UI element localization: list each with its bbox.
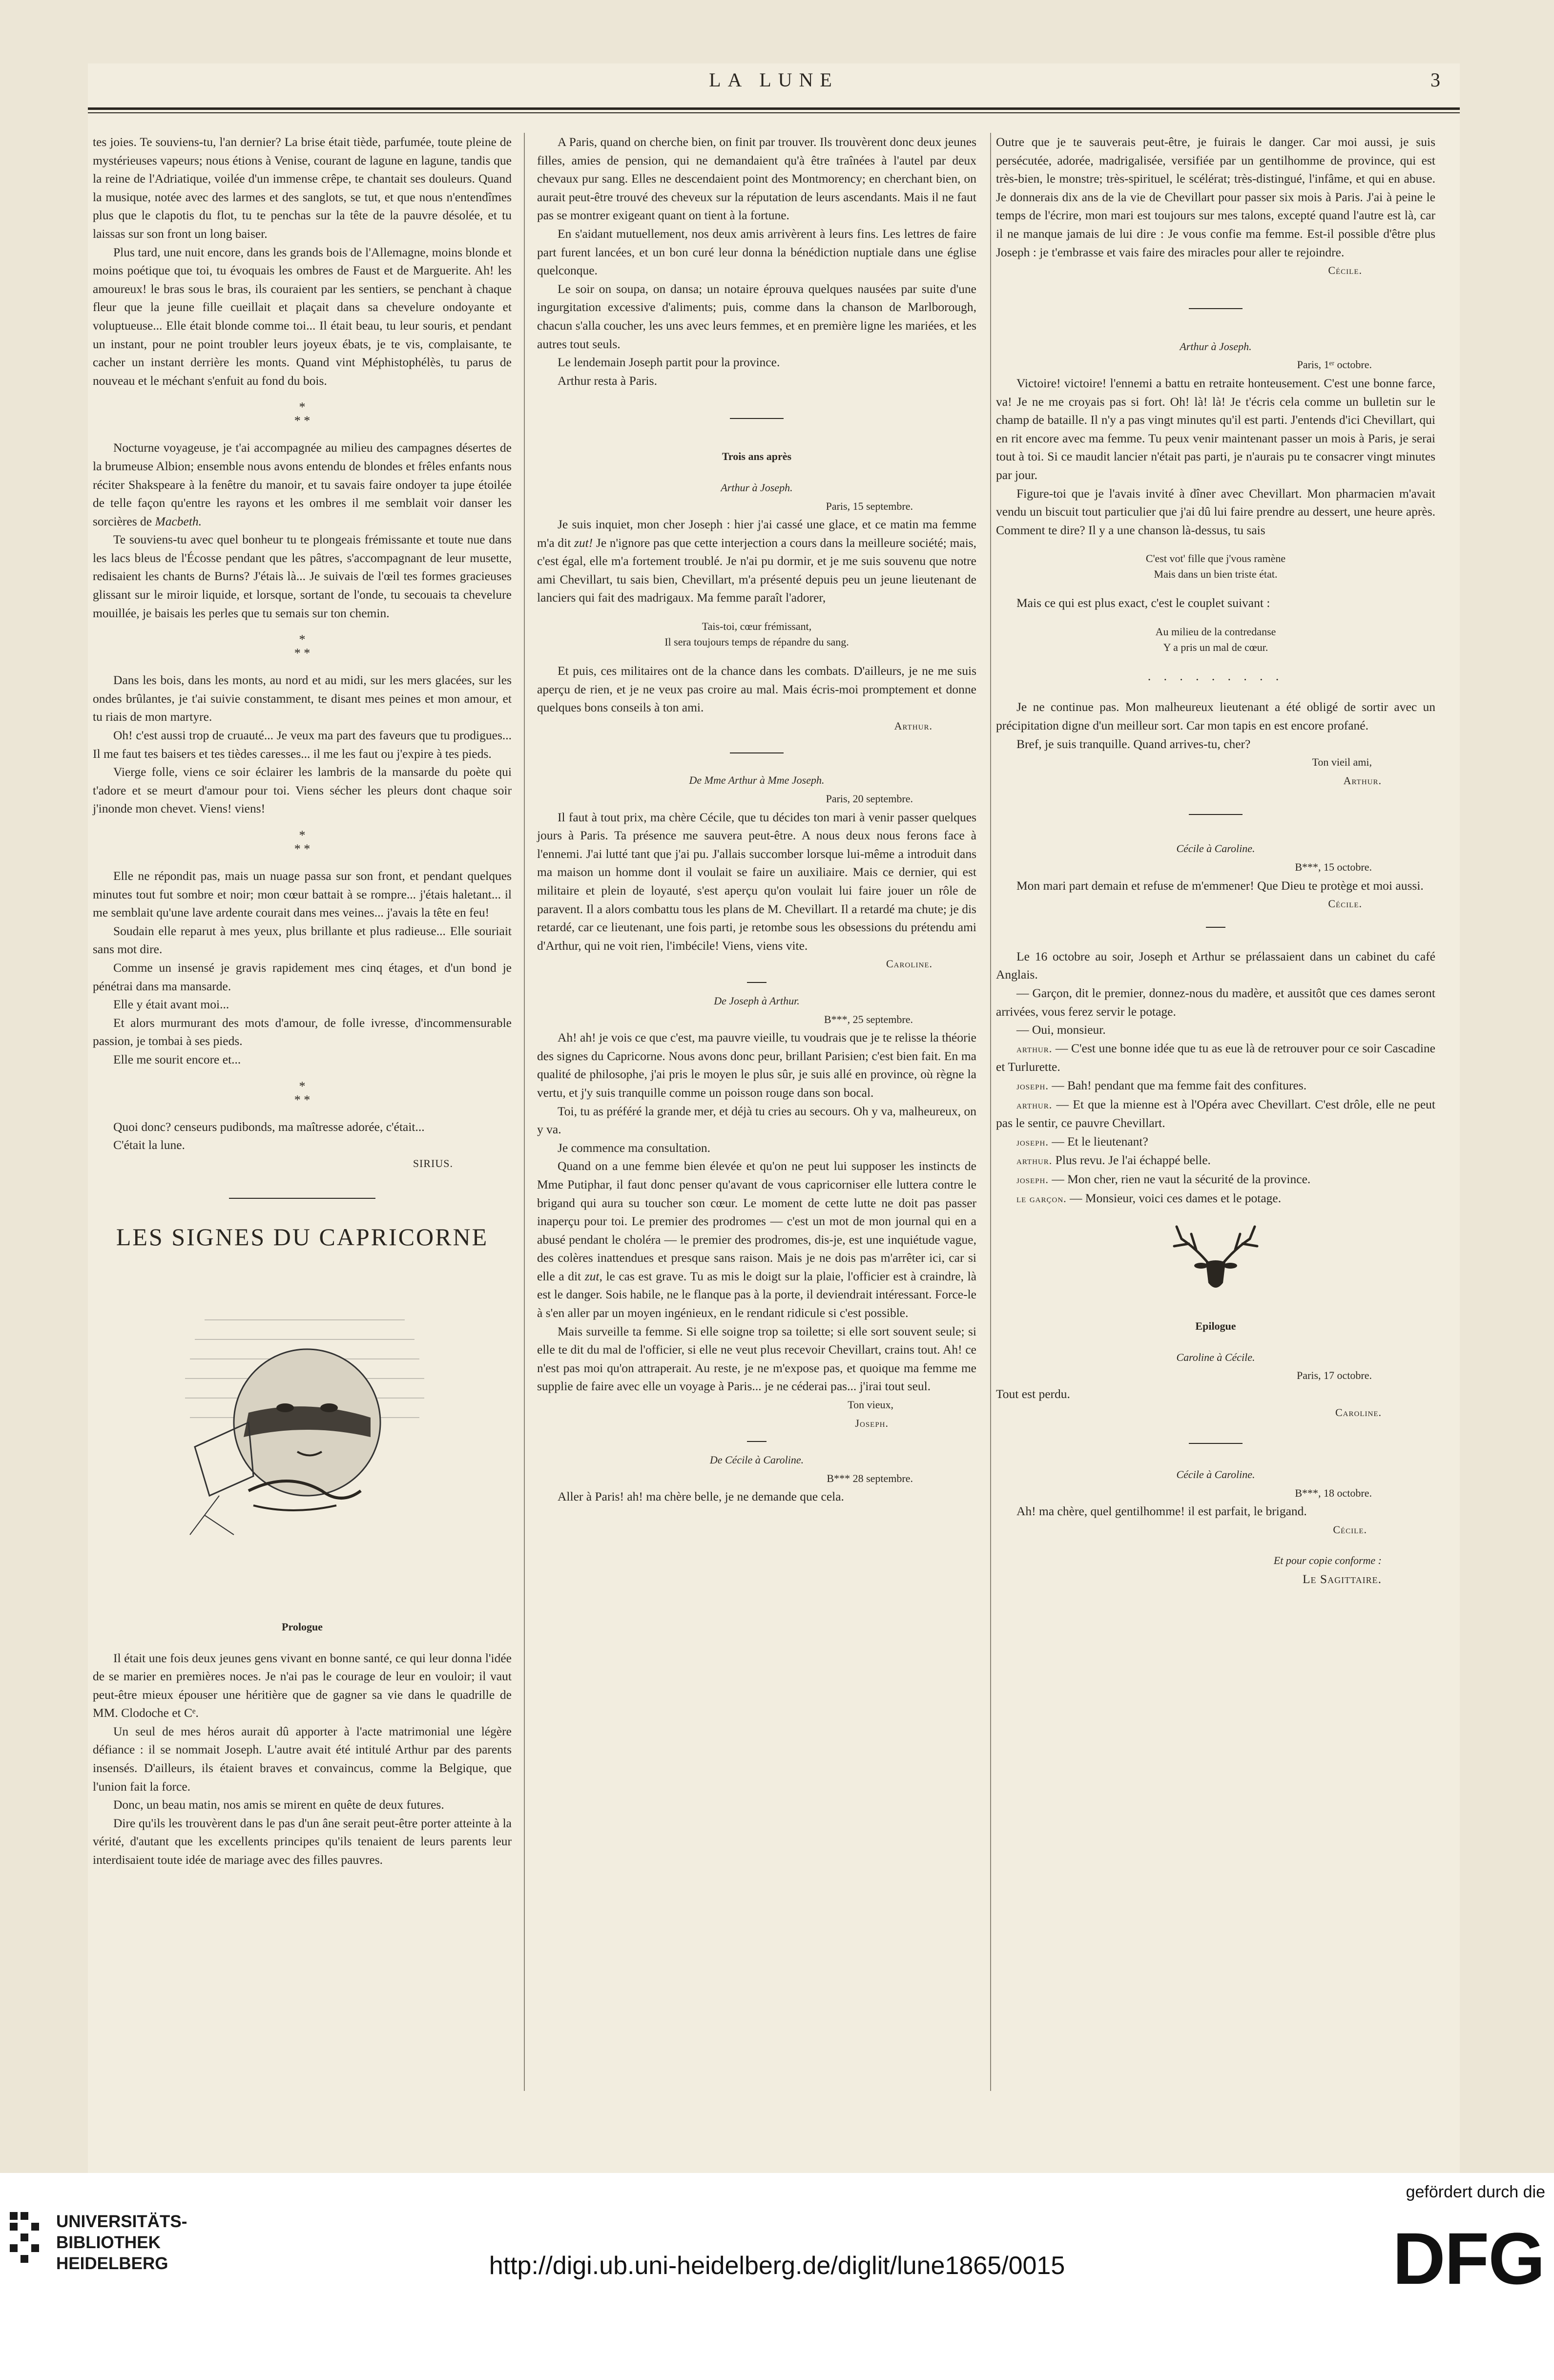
stag-head-icon bbox=[1162, 1219, 1269, 1302]
page-header bbox=[88, 68, 1460, 112]
dialogue-line: joseph. — Et le lieutenant? bbox=[1016, 1134, 1148, 1148]
separator bbox=[1189, 1443, 1243, 1444]
paragraph: Je suis inquiet, mon cher Joseph : hier j'ai cassé une glace, et ce matin ma femme m'a dit zut! Je n'ignore pas que cette interjection a cours dans la meilleure société; mais, c'est égal, elle m'a fortement troublé. Je n'ai pu dormir, et je me suis souvenu que notre ami Chevillart, tu sais bien, Chevillart, m'a présenté depuis peu un jeune lieutenant de lanciers qui fait des madrigaux. Ma femme paraît l'adorer, bbox=[537, 517, 977, 605]
paragraph: Figure-toi que je l'avais invité à dîner avec Chevillart. Mon pharmacien m'avait vendu un biscuit tout particulier que j'ai dû lui faire prendre au dessert, une heure après. Comment te dire? Il y a une chanson là-dessus, tu sais bbox=[996, 486, 1435, 537]
signature: SIRIUS. bbox=[413, 1157, 453, 1169]
dialogue-line: arthur. — C'est une bonne idée que tu as eue là de retrouver pour ce soir Cascadine et Turlurette. bbox=[996, 1041, 1435, 1074]
paragraph: Elle y était avant moi... bbox=[113, 997, 229, 1012]
paragraph: Je commence ma consultation. bbox=[558, 1140, 710, 1155]
column-1 bbox=[93, 133, 512, 1869]
separator bbox=[229, 1198, 375, 1199]
paragraph: Plus tard, une nuit encore, dans les grands bois de l'Allemagne, moins blonde et moins poétique que toi, tu évoquais les ombres de Faust et de Marguerite. Ah! les amoureux! le bras sous le bras, ils couraient par les sentiers, se penchant à chaque fleur que la jeune fille cueillait et plaçait dans sa chevelure ondoyante et voluptueuse... Elle était blonde comme toi... Il était beau, tu leur souris, et pendant un instant, pour ne point troubler leurs joyeux ébats, je te vis, complaisante, te cacher un instant derrière les monts. Quand vint Méphistophélès, tu parus de nouveau et le méchant s'enfuit au fond du bois. bbox=[93, 245, 512, 388]
letter-heading: De Mme Arthur à Mme Joseph. bbox=[689, 774, 825, 787]
paragraph: Arthur resta à Paris. bbox=[558, 373, 657, 388]
dialogue-line: joseph. — Mon cher, rien ne vaut la sécurité de la province. bbox=[1016, 1171, 1311, 1186]
paragraph: A Paris, quand on cherche bien, on finit par trouver. Ils trouvèrent donc deux jeunes filles, amies de pension, qui ne demandaient qu'à être traînées à l'autel par deux chevaux pur sang. Elles ne descendaient point des Montmorency; en cherchant bien, on aurait peut-être trouvé des cheveux sur la réputation de leurs ascendants. Mais il ne faut pas se montrer exigeant quant on tient à la fortune. bbox=[537, 135, 976, 223]
article-heading: LES SIGNES DU CAPRICORNE bbox=[116, 1223, 489, 1251]
signature: Arthur. bbox=[1343, 774, 1382, 787]
separator bbox=[730, 418, 784, 419]
paragraph: Un seul de mes héros aurait dû apporter à l'acte matrimonial une légère défiance : il se nommait Joseph. L'autre avait été intitulé Arthur par des parents insensés. D'ailleurs, ils étaient braves et convaincus, comme la Belgique, que l'union fait la force. bbox=[93, 1724, 512, 1794]
library-name: UNIVERSITÄTS- BIBLIOTHEK HEIDELBERG bbox=[56, 2212, 187, 2273]
paragraph: Il faut à tout prix, ma chère Cécile, que tu décides ton mari à venir passer quelques jours à Paris. Ta présence me sauvera peut-être. A nous deux nous ferons face à l'ennemi. J'ai lutté tant que j'ai pu. J'allais succomber lorsque lui-même a introduit dans ma maison un homme dont il voulait se faire un auxiliaire. Mais ce dernier, qui est militaire et plein de loyauté, s'est aperçu qu'on voulait lui faire jouer un rôle de paravent. Il a alors combattu tous les plans de M. Chevillart. Il a retardé ma chute; je dis retardé, car ce lieutenant, une fois parti, je retombe sous les obsessions du prétendu ami d'Arthur, qui ne voit rien, l'imbécile! Viens, viens vite. bbox=[537, 810, 976, 953]
letter-heading: De Cécile à Caroline. bbox=[709, 1454, 804, 1466]
final-signature: Le Sagittaire. bbox=[1302, 1572, 1382, 1587]
dfg-logo[interactable]: DFG bbox=[1392, 2217, 1544, 2299]
paragraph: En s'aidant mutuellement, nos deux amis arrivèrent à leurs fins. Les lettres de faire part furent lancées, et un bon curé leur donna la bénédiction nuptiale dans une église quelconque. bbox=[537, 226, 976, 278]
signature: Arthur. bbox=[894, 719, 932, 732]
paragraph: Ah! ah! je vois ce que c'est, ma pauvre vieille, tu voudrais que je te relisse la théorie des signes du Capricorne. Nous avons donc peur, brillant Parisien; c'est bien fait. En ma qualité de philosophe, j'ai pris le moyen le plus sûr, je suis allé en province, où règne la vertu, et j'y suis tranquille comme un poisson rouge dans son bocal. bbox=[537, 1030, 976, 1100]
signature: Cécile. bbox=[1328, 898, 1362, 910]
letter-date: B***, 18 octobre. bbox=[1295, 1486, 1372, 1499]
source-url-link[interactable]: http://digi.ub.uni-heidelberg.de/diglit/lune1865/0015 bbox=[489, 2252, 1065, 2280]
paragraph: tes joies. Te souviens-tu, l'an dernier? La brise était tiède, parfumée, toute pleine de mystérieuses vapeurs; nous étions à Venise, courant de lagune en lagune, tandis que la reine de l'Adriatique, voilée d'un immense crêpe, te chantait ses douleurs. Quand la musique, notée avec des larmes et des sanglots, se tut, et que nous n'entendîmes plus que le clapotis du flot, tu te penchas sur la tête de la pauvre désolée, et tu laissas sur son front un long baiser. bbox=[93, 135, 512, 241]
asterism: * * * bbox=[294, 828, 311, 856]
separator bbox=[1189, 308, 1243, 309]
paragraph: Le lendemain Joseph partit pour la province. bbox=[558, 355, 780, 370]
verse: Au milieu de la contredanse Y a pris un mal de cœur. bbox=[1155, 625, 1276, 653]
paragraph: — Oui, monsieur. bbox=[1016, 1023, 1106, 1037]
paragraph: Et puis, ces militaires ont de la chance dans les combats. D'ailleurs, je ne me suis aperçu de rien, et je ne veux pas croire au mal. Mais écris-moi promptement et donne quelques bons conseils à ton ami. bbox=[537, 664, 976, 715]
paragraph: Toi, tu as préféré la grande mer, et déjà tu cries au secours. Oh y va, malheureux, on y va. bbox=[537, 1104, 976, 1137]
paragraph: Vierge folle, viens ce soir éclairer les lambris de la mansarde du poète qui t'adore et se meurt d'amour pour toi. Viens sécher les pleurs dont chaque soir j'inonde mon chevet. Viens! viens! bbox=[93, 765, 512, 816]
paragraph: Le 16 octobre au soir, Joseph et Arthur se prélassaient dans un cabinet du café Anglais. bbox=[996, 949, 1435, 982]
dialogue-line: arthur. Plus revu. Je l'ai échappé belle. bbox=[1016, 1153, 1211, 1168]
paragraph: Mais ce qui est plus exact, c'est le couplet suivant : bbox=[1016, 596, 1270, 610]
verse: C'est vot' fille que j'vous ramène Mais dans un bien triste état. bbox=[1145, 552, 1286, 581]
closing-note: Et pour copie conforme : bbox=[1273, 1554, 1382, 1567]
letter-heading: Arthur à Joseph. bbox=[1180, 340, 1252, 353]
paragraph: Victoire! victoire! l'ennemi a battu en retraite honteusement. C'est une bonne farce, va! Je ne me croyais pas si fort. Oh! là! là! Je t'écris cela comme un bulletin sur le champ de bataille. Il n'y a pas vingt minutes qu'il est parti. J'entends d'ici Chevillart, qui en rit encore avec ma femme. Tu peux venir maintenant passer un mois à Paris, je serai tout à toi. Si ce maudit lancier n'était pas parti, je n'aurais pu te consacrer vingt minutes par jour. bbox=[996, 376, 1435, 482]
column-divider bbox=[990, 133, 991, 2091]
paragraph: Bref, je suis tranquille. Quand arrives-tu, cher? bbox=[1016, 736, 1251, 751]
paragraph: Te souviens-tu avec quel bonheur tu te plongeais frémissante et toute nue dans les lacs bleus de l'Écosse pendant que les pâtres, s'accompagnant de leur musette, redisaient les chants de Burns? J'étais là... Je suivais de l'œil tes formes gracieuses glissant sur le miroir liquide, et lorsque, sortant de l'onde, tu secouais ta chevelure mouillée, je baisais les perles que tu semais sur ton chemin. bbox=[93, 532, 512, 620]
paragraph: Outre que je te sauverais peut-être, je fuirais le danger. Car moi aussi, je suis persécutée, adorée, madrigalisée, versifiée par un gentilhomme de province, qui est très-bien, le monstre; très-spirituel, le scélérat; très-distingué, l'infâme, et qui en abuse. Je donnerais dix ans de la vie de Chevillart pour passer six mois à Paris. J'ai à peine le temps de l'écrire, mon mari est toujours sur mes talons, excepté quand l'autre est là, car il ne manque jamais de lui dire : Je vous confie ma femme. Est-il possible d'être plus Joseph : je t'embrasse et vais faire des miracles pour aller te rejoindre. bbox=[996, 135, 1435, 259]
separator bbox=[747, 982, 767, 983]
page-number: 3 bbox=[1430, 69, 1440, 91]
paragraph: Je ne continue pas. Mon malheureux lieutenant a été obligé de sortir avec un précipitation digne d'un meilleur sort. Car mon tapis en est encore profané. bbox=[996, 700, 1435, 733]
column-3 bbox=[996, 133, 1435, 1588]
asterism: * * * bbox=[294, 400, 311, 428]
moon-illustration bbox=[175, 1261, 429, 1613]
letter-date: Paris, 1ᵉʳ octobre. bbox=[1297, 358, 1372, 371]
paragraph: Dire qu'ils les trouvèrent dans le pas d'un âne serait peut-être porter atteinte à la vérité, d'autant que les excellents principes qu'ils tenaient de leurs parents leur interdisaient toute idée de mariage avec des filles pauvres. bbox=[93, 1816, 512, 1867]
signature: Cécile. bbox=[1328, 264, 1362, 277]
section-label: Trois ans après bbox=[722, 450, 792, 463]
column-2 bbox=[537, 133, 976, 1506]
journal-title: LA LUNE bbox=[709, 69, 839, 91]
paragraph: Oh! c'est aussi trop de cruauté... Je veux ma part des faveurs que tu prodigues... Il me faut tes baisers et tes tièdes caresses... il me les faut ou j'expire à tes pieds. bbox=[93, 728, 512, 761]
paragraph: Nocturne voyageuse, je t'ai accompagnée au milieu des campagnes désertes de la brumeuse Albion; ensemble nous avons entendu de blondes et frêles enfants nous réciter Shakspeare à la fenêtre du manoir, et tu savais faire ondoyer ta jupe étoilée de telle façon qu'entre les rayons et les ombres il me semblait voir danser les sorcières de Macbeth. bbox=[93, 440, 512, 528]
header-rule bbox=[88, 107, 1460, 110]
funding-note: gefördert durch die bbox=[1406, 2183, 1545, 2201]
digitization-footer bbox=[0, 2173, 1554, 2380]
letter-closing: Ton vieil ami, bbox=[1312, 756, 1372, 769]
verse: Tais-toi, cœur frémissant, Il sera toujours temps de répandre du sang. bbox=[664, 620, 849, 648]
separator bbox=[1206, 927, 1225, 928]
dialogue-line: le garçon. — Monsieur, voici ces dames et le potage. bbox=[1016, 1190, 1282, 1205]
paragraph: Aller à Paris! ah! ma chère belle, je ne demande que cela. bbox=[558, 1489, 844, 1504]
letter-date: Paris, 20 septembre. bbox=[826, 793, 913, 805]
paragraph: Soudain elle reparut à mes yeux, plus brillante et plus radieuse... Elle souriait sans mot dire. bbox=[93, 923, 512, 957]
signature: Caroline. bbox=[1335, 1406, 1382, 1419]
asterism: * * * bbox=[294, 1079, 311, 1107]
paragraph: Quand on a une femme bien élevée et qu'on ne peut lui supposer les instincts de Mme Putiphar, il faut donc penser qu'avant de vous capricorniser elle luttera contre le brigand qui aura su toucher son cœur. Le moment de cette lutte ne doit pas passer inaperçu pour toi. Le premier des prodromes — c'est un mot de mon journal qui en a abusé pendant le choléra — le premier des prodromes, dis-je, est une inquiétude vague, des colères inattendues et presque sans raison. Mais je ne dois pas m'arrêter ici, car si elle a dit zut, le cas est grave. Tu as mis le doigt sur la plaie, l'officier est à craindre, là est le danger. Sois habile, ne le flanque pas à la porte, il deviendrait intéressant. Force-le à s'en aller par un moyen ingénieux, en le rendant ridicule si c'est possible. bbox=[537, 1159, 976, 1320]
letter-date: B***, 15 octobre. bbox=[1295, 861, 1372, 874]
letter-heading: Arthur à Joseph. bbox=[721, 481, 793, 494]
letter-heading: Cécile à Caroline. bbox=[1176, 842, 1255, 855]
paragraph: Le soir on soupa, on dansa; un notaire éprouva quelques nausées par suite d'une ingurgitation excessive d'aliments; puis, comme dans la chanson de Marlborough, chacun s'alla coucher, les uns avec leurs femmes, et en première ligne les mariées, et les autres tout seuls. bbox=[537, 281, 976, 351]
paragraph: Il était une fois deux jeunes gens vivant en bonne santé, ce qui leur donna l'idée de se marier en premières noces. Je n'ai pas le courage de leur en vouloir; il vaut peut-être mieux épouser une héritière que de gagner sa vie dans le quadrille de MM. Clodoche et Cᵉ. bbox=[93, 1650, 512, 1720]
letter-date: B***, 25 septembre. bbox=[824, 1013, 913, 1025]
letter-heading: Caroline à Cécile. bbox=[1176, 1351, 1255, 1363]
letter-closing: Ton vieux, bbox=[848, 1399, 893, 1411]
paragraph: Mais surveille ta femme. Si elle soigne trop sa toilette; si elle sort souvent seule; si elle te dit du mal de l'officier, si elle ne veut plus recevoir Chevillart, crains tout. Ah! ce n'est pas moi qu'on attraperait. Au reste, je ne m'expose pas, et quoique ma femme me supplie de faire avec elle un voyage à Paris... je ne céderai pas... j'irai tout seul. bbox=[537, 1324, 976, 1394]
paragraph: Comme un insensé je gravis rapidement mes cinq étages, et d'un bond je pénétrai dans ma mansarde. bbox=[93, 960, 512, 993]
signature: Cécile. bbox=[1333, 1523, 1367, 1536]
paragraph: Mon mari part demain et refuse de m'emmener! Que Dieu te protège et moi aussi. bbox=[1016, 878, 1424, 893]
letter-heading: De Joseph à Arthur. bbox=[714, 994, 800, 1007]
letter-heading: Cécile à Caroline. bbox=[1176, 1468, 1255, 1481]
signature: Joseph. bbox=[855, 1417, 889, 1429]
column-divider bbox=[524, 133, 525, 2091]
paragraph: Elle me sourit encore et... bbox=[113, 1052, 241, 1066]
paragraph: Ah! ma chère, quel gentilhomme! il est parfait, le brigand. bbox=[1016, 1504, 1307, 1519]
header-rule-thin bbox=[88, 112, 1460, 113]
paragraph: Quoi donc? censeurs pudibonds, ma maîtresse adorée, c'était... bbox=[113, 1119, 425, 1134]
asterism: * * * bbox=[294, 632, 311, 661]
paragraph: Dans les bois, dans les monts, au nord et au midi, sur les mers glacées, sur les ondes brûlantes, je t'ai suivie constamment, te disant mes peines et mon amour, et tu riais de mon martyre. bbox=[93, 673, 512, 724]
letter-date: B*** 28 septembre. bbox=[827, 1472, 913, 1484]
section-label: Epilogue bbox=[1195, 1320, 1236, 1333]
letter-date: Paris, 17 octobre. bbox=[1297, 1369, 1372, 1382]
separator bbox=[747, 1441, 767, 1442]
paragraph: Tout est perdu. bbox=[996, 1386, 1070, 1401]
separator bbox=[730, 752, 784, 753]
separator bbox=[1189, 814, 1243, 815]
dialogue-line: joseph. — Bah! pendant que ma femme fait des confitures. bbox=[1016, 1078, 1307, 1092]
letter-date: Paris, 15 septembre. bbox=[826, 500, 913, 512]
dialogue-line: arthur. — Et que la mienne est à l'Opéra avec Chevillart. C'est drôle, elle ne peut pas le sentir, ce pauvre Chevillart. bbox=[996, 1097, 1435, 1130]
ellipsis-line: . . . . . . . . . bbox=[1147, 668, 1284, 683]
paragraph: — Garçon, dit le premier, donnez-nous du madère, et aussitôt que ces dames seront arrivées, vous ferez servir le potage. bbox=[996, 986, 1435, 1019]
paragraph: C'était la lune. bbox=[113, 1138, 185, 1152]
paragraph: Et alors murmurant des mots d'amour, de folle ivresse, d'incommensurable passion, je tombai à ses pieds. bbox=[93, 1015, 512, 1048]
paragraph: Donc, un beau matin, nos amis se mirent en quête de deux futures. bbox=[113, 1797, 444, 1812]
signature: Caroline. bbox=[886, 958, 932, 970]
paragraph: Elle ne répondit pas, mais un nuage passa sur son front, et pendant quelques minutes tout fut sombre et noir; mon cœur battait à se rompre... j'étais haletant... il me semblait qu'une lave ardente courait dans mes veines... j'avais la tête en feu! bbox=[93, 869, 512, 920]
section-label: Prologue bbox=[282, 1620, 323, 1633]
